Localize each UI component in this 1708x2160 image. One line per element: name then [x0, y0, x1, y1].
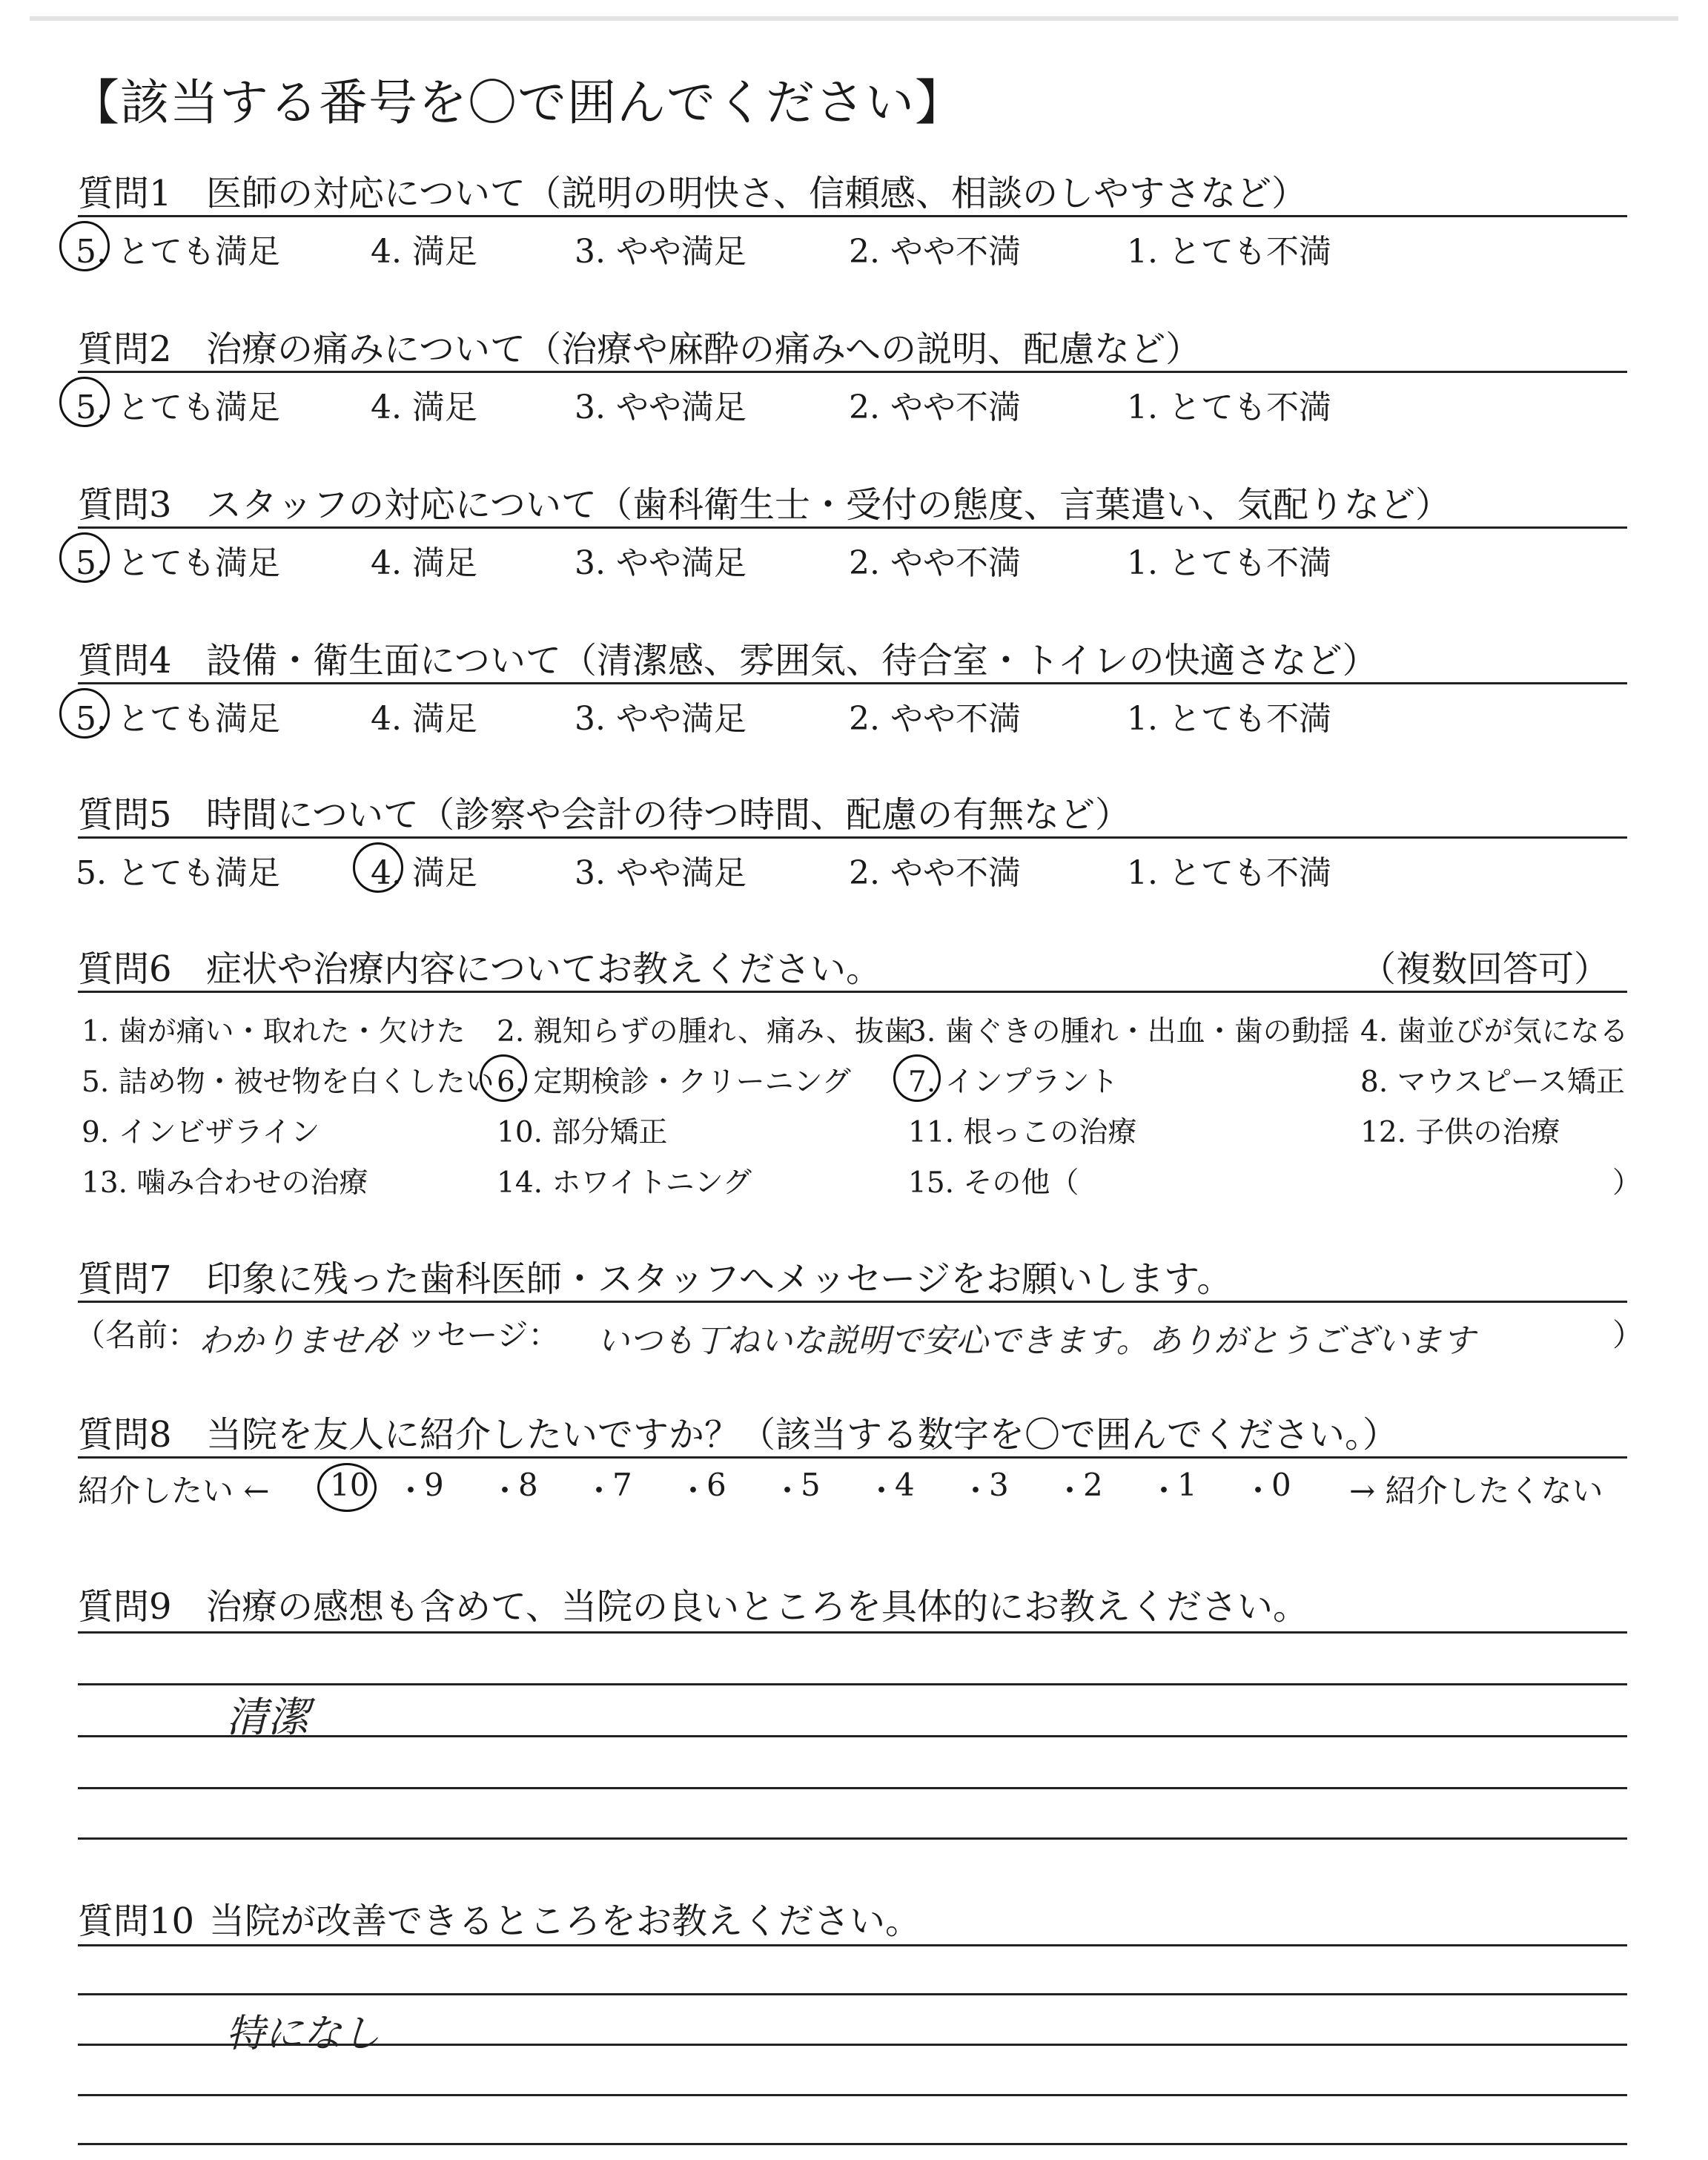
- q1-rule: [78, 215, 1627, 217]
- q7-close-paren: ）: [1612, 1317, 1644, 1353]
- q8-selection-circle: [317, 1463, 377, 1512]
- q5-rule: [78, 836, 1627, 839]
- q4-rule: [78, 682, 1627, 684]
- scan-edge: [30, 16, 1678, 21]
- q5-option-3[interactable]: 3. やや満足: [575, 854, 747, 892]
- q8-scale-separator: ・: [1242, 1473, 1274, 1509]
- q8-right-label: → 紹介したくない: [1349, 1473, 1603, 1509]
- q2-option-1[interactable]: 1. とても不満: [1127, 389, 1331, 426]
- q9-line-4: [78, 1787, 1627, 1789]
- q7-label: 質問7: [78, 1258, 172, 1300]
- q2-option-2[interactable]: 2. やや不満: [849, 389, 1021, 426]
- q8-scale-separator: ・: [772, 1473, 804, 1509]
- q5-option-4[interactable]: 4. 満足: [371, 854, 477, 892]
- q10-line-2: [78, 1993, 1627, 1995]
- q6-option-10[interactable]: 10. 部分矯正: [497, 1116, 668, 1149]
- q5-text: 時間について（診察や会計の待つ時間、配慮の有無など）: [206, 794, 1131, 836]
- q5-label: 質問5: [78, 794, 172, 836]
- q7-message-value[interactable]: いつも丁ねいな説明で安心できます。ありがとうございます: [597, 1322, 1475, 1360]
- q3-selection-circle: [59, 532, 110, 583]
- q9-line-3: [78, 1735, 1627, 1737]
- q6-option-13[interactable]: 13. 噛み合わせの治療: [82, 1166, 368, 1200]
- q3-option-5[interactable]: 5. とても満足: [76, 544, 280, 582]
- q4-option-1[interactable]: 1. とても不満: [1127, 700, 1331, 738]
- q6-option-14[interactable]: 14. ホワイトニング: [497, 1166, 752, 1200]
- q10-text: 当院が改善できるところをお教えください。: [209, 1900, 921, 1942]
- q8-scale-separator: ・: [1054, 1473, 1086, 1509]
- q2-selection-circle: [59, 377, 110, 427]
- q7-rule: [78, 1301, 1627, 1303]
- q3-option-2[interactable]: 2. やや不満: [849, 544, 1021, 582]
- q6-option-11[interactable]: 11. 根っこの治療: [908, 1116, 1137, 1149]
- q1-option-2[interactable]: 2. やや不満: [849, 233, 1021, 271]
- q7-message-label: メッセージ：: [374, 1317, 560, 1353]
- q7-name-value[interactable]: わかりません: [199, 1322, 394, 1360]
- q6-option-1[interactable]: 1. 歯が痛い・取れた・欠けた: [82, 1015, 466, 1048]
- q8-scale-separator: ・: [583, 1473, 615, 1509]
- q9-line-5: [78, 1837, 1627, 1840]
- page-title: 【該当する番号を〇で囲んでください】: [70, 74, 964, 131]
- q5-selection-circle: [353, 842, 403, 893]
- q6-option-2[interactable]: 2. 親知らずの腫れ、痛み、抜歯: [497, 1015, 913, 1048]
- q8-scale-10[interactable]: 10: [330, 1467, 370, 1503]
- q3-label: 質問3: [78, 484, 172, 526]
- q6-option-9[interactable]: 9. インビザライン: [82, 1116, 320, 1149]
- q6-option-15-close: ）: [1612, 1166, 1642, 1200]
- q8-scale-3[interactable]: 3: [989, 1467, 1009, 1503]
- q8-scale-separator: ・: [678, 1473, 709, 1509]
- q6-option-15[interactable]: 15. その他（: [908, 1166, 1079, 1200]
- q1-selection-circle: [59, 221, 110, 271]
- q8-rule: [78, 1456, 1627, 1459]
- q1-option-4[interactable]: 4. 満足: [371, 233, 477, 271]
- q8-scale-separator: ・: [395, 1473, 427, 1509]
- q5-option-1[interactable]: 1. とても不満: [1127, 854, 1331, 892]
- q6-selection-circle-6: [480, 1054, 527, 1102]
- q8-scale-5[interactable]: 5: [801, 1467, 821, 1503]
- q10-line-5: [78, 2143, 1627, 2145]
- q2-option-5[interactable]: 5. とても満足: [76, 389, 280, 426]
- q4-option-2[interactable]: 2. やや不満: [849, 700, 1021, 738]
- q5-option-5[interactable]: 5. とても満足: [76, 854, 280, 892]
- q3-option-3[interactable]: 3. やや満足: [575, 544, 747, 582]
- q4-option-3[interactable]: 3. やや満足: [575, 700, 747, 738]
- q9-line-2: [78, 1683, 1627, 1685]
- q8-scale-separator: ・: [866, 1473, 898, 1509]
- q1-text: 医師の対応について（説明の明快さ、信頼感、相談のしやすさなど）: [206, 173, 1308, 214]
- q3-text: スタッフの対応について（歯科衛生士・受付の態度、言葉遣い、気配りなど）: [206, 484, 1452, 526]
- q8-text: 当院を友人に紹介したいですか？（該当する数字を〇で囲んでください。）: [206, 1414, 1399, 1456]
- q10-line-4: [78, 2094, 1627, 2096]
- q6-option-3[interactable]: 3. 歯ぐきの腫れ・出血・歯の動揺: [908, 1015, 1350, 1048]
- q10-answer[interactable]: 特になし: [226, 2012, 381, 2056]
- q4-text: 設備・衛生面について（清潔感、雰囲気、待合室・トイレの快適さなど）: [206, 640, 1378, 681]
- q6-option-7[interactable]: 7. インプラント: [908, 1066, 1119, 1099]
- q6-option-5[interactable]: 5. 詰め物・被せ物を白くしたい: [82, 1066, 494, 1099]
- q6-text: 症状や治療内容についてお教えください。: [206, 948, 882, 990]
- q8-label: 質問8: [78, 1414, 172, 1456]
- q6-option-4[interactable]: 4. 歯並びが気になる: [1360, 1015, 1629, 1048]
- q2-option-3[interactable]: 3. やや満足: [575, 389, 747, 426]
- q6-option-8[interactable]: 8. マウスピース矯正: [1360, 1066, 1625, 1099]
- q3-option-1[interactable]: 1. とても不満: [1127, 544, 1331, 582]
- q9-line-1: [78, 1631, 1627, 1634]
- q1-option-3[interactable]: 3. やや満足: [575, 233, 747, 271]
- q1-option-1[interactable]: 1. とても不満: [1127, 233, 1331, 271]
- q8-left-label: 紹介したい ←: [78, 1473, 270, 1509]
- q2-text: 治療の痛みについて（治療や麻酔の痛みへの説明、配慮など）: [206, 328, 1202, 370]
- q4-label: 質問4: [78, 640, 172, 681]
- q7-text: 印象に残った歯科医師・スタッフへメッセージをお願いします。: [206, 1258, 1233, 1300]
- q6-rule: [78, 991, 1627, 993]
- q6-option-6[interactable]: 6. 定期検診・クリーニング: [497, 1066, 851, 1099]
- q6-note: （複数回答可）: [1360, 948, 1610, 990]
- q6-label: 質問6: [78, 948, 172, 990]
- q8-scale-1[interactable]: 1: [1177, 1467, 1197, 1503]
- q8-scale-7[interactable]: 7: [612, 1467, 632, 1503]
- q5-option-2[interactable]: 2. やや不満: [849, 854, 1021, 892]
- q8-scale-0[interactable]: 0: [1271, 1467, 1291, 1503]
- q8-scale-6[interactable]: 6: [706, 1467, 726, 1503]
- q2-label: 質問2: [78, 328, 172, 370]
- q9-text: 治療の感想も含めて、当院の良いところを具体的にお教えください。: [206, 1586, 1309, 1628]
- q8-scale-4[interactable]: 4: [895, 1467, 915, 1503]
- q4-option-5[interactable]: 5. とても満足: [76, 700, 280, 738]
- q6-option-12[interactable]: 12. 子供の治療: [1360, 1116, 1560, 1149]
- q8-scale-separator: ・: [1148, 1473, 1180, 1509]
- q3-option-4[interactable]: 4. 満足: [371, 544, 477, 582]
- q7-name-label: （名前：: [74, 1317, 199, 1353]
- q6-selection-circle-7: [893, 1054, 941, 1102]
- q2-option-4[interactable]: 4. 満足: [371, 389, 477, 426]
- q9-answer[interactable]: 清潔: [226, 1694, 309, 1742]
- q10-line-1: [78, 1944, 1627, 1946]
- q8-scale-2[interactable]: 2: [1083, 1467, 1103, 1503]
- q8-scale-separator: ・: [960, 1473, 992, 1509]
- q8-scale-9[interactable]: 9: [424, 1467, 444, 1503]
- q1-label: 質問1: [78, 173, 172, 214]
- q9-label: 質問9: [78, 1586, 172, 1628]
- q1-option-5[interactable]: 5. とても満足: [76, 233, 280, 271]
- q3-rule: [78, 526, 1627, 529]
- q4-selection-circle: [59, 688, 110, 739]
- q10-label: 質問10: [78, 1900, 195, 1942]
- q4-option-4[interactable]: 4. 満足: [371, 700, 477, 738]
- q2-rule: [78, 371, 1627, 373]
- q8-scale-8[interactable]: 8: [518, 1467, 538, 1503]
- q8-scale-separator: ・: [489, 1473, 521, 1509]
